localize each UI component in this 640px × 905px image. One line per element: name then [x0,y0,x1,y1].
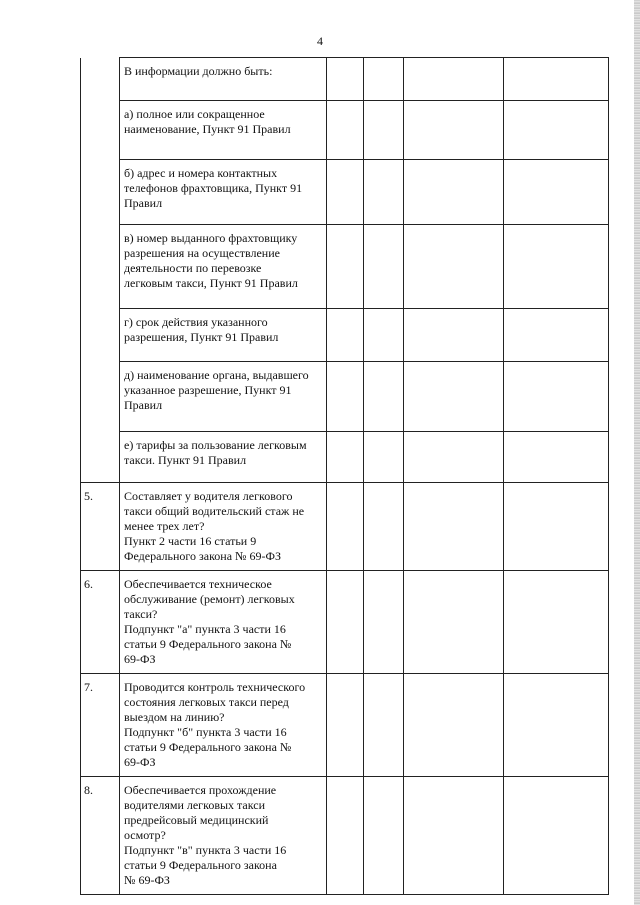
not-applicable-cell[interactable] [404,362,504,432]
question-text-line: б) адрес и номера контактных [124,166,278,180]
question-text-line: статьи 9 Федерального закона № [124,740,292,754]
question-text-line: Правил [124,398,163,412]
question-text-line: менее трех лет? [124,519,205,533]
comment-cell[interactable] [504,101,609,160]
answer-yes-cell[interactable] [327,483,364,571]
question-text-line: Правил [124,196,163,210]
question-text-line: д) наименование органа, выдавшего [124,368,309,382]
question-text-line: телефонов фрахтовщика, Пункт 91 [124,181,303,195]
comment-cell[interactable] [504,432,609,483]
question-text-line: осмотр? [124,828,166,842]
comment-cell[interactable] [504,160,609,225]
row-number: 5. [81,483,120,571]
question-text-line: Обеспечивается прохождение [124,783,277,797]
question-text-line: состояния легковых такси перед [124,695,289,709]
question-text-line: указанное разрешение, Пункт 91 [124,383,292,397]
answer-yes-cell[interactable] [327,777,364,895]
question-cell [120,432,327,483]
question-text-line: такси? [124,607,158,621]
question-text-line: деятельности по перевозке [124,261,262,275]
question-cell [120,101,327,160]
row-number [81,225,120,309]
question-cell [120,483,327,571]
answer-yes-cell[interactable] [327,432,364,483]
question-cell [120,674,327,777]
question-text-line: а) полное или сокращенное [124,107,265,121]
row-number: 7. [81,674,120,777]
comment-cell[interactable] [504,674,609,777]
answer-yes-cell[interactable] [327,58,364,101]
table-row [81,483,609,571]
table-row [81,101,609,160]
row-number [81,101,120,160]
question-text-line: Подпункт "б" пункта 3 части 16 [124,725,287,739]
question-cell [120,777,327,895]
comment-cell[interactable] [504,362,609,432]
not-applicable-cell[interactable] [404,160,504,225]
not-applicable-cell[interactable] [404,674,504,777]
row-number [81,58,120,101]
question-cell [120,571,327,674]
question-text-line: в) номер выданного фрахтовщику [124,231,298,245]
table-row [81,309,609,362]
answer-no-cell[interactable] [364,362,404,432]
comment-cell[interactable] [504,483,609,571]
question-text-line: статьи 9 Федерального закона № [124,637,292,651]
comment-cell[interactable] [504,571,609,674]
answer-yes-cell[interactable] [327,309,364,362]
question-text-line: Подпункт "в" пункта 3 части 16 [124,843,287,857]
answer-no-cell[interactable] [364,571,404,674]
not-applicable-cell[interactable] [404,432,504,483]
question-text-line: 69-ФЗ [124,652,156,666]
comment-cell[interactable] [504,309,609,362]
answer-yes-cell[interactable] [327,362,364,432]
answer-no-cell[interactable] [364,309,404,362]
answer-yes-cell[interactable] [327,571,364,674]
answer-yes-cell[interactable] [327,160,364,225]
comment-cell[interactable] [504,225,609,309]
question-text-line: В информации должно быть: [124,64,273,78]
question-text-line: Подпункт "а" пункта 3 части 16 [124,622,286,636]
row-number: 8. [81,777,120,895]
table-row [81,225,609,309]
not-applicable-cell[interactable] [404,777,504,895]
not-applicable-cell[interactable] [404,309,504,362]
question-cell [120,160,327,225]
question-cell [120,225,327,309]
question-text-line: обслуживание (ремонт) легковых [124,592,295,606]
page-number: 4 [317,34,323,48]
row-number [81,362,120,432]
question-cell [120,58,327,101]
question-text-line: выездом на линию? [124,710,225,724]
answer-no-cell[interactable] [364,483,404,571]
question-cell [120,309,327,362]
question-text-line: статьи 9 Федерального закона [124,858,277,872]
not-applicable-cell[interactable] [404,58,504,101]
answer-yes-cell[interactable] [327,225,364,309]
answer-no-cell[interactable] [364,674,404,777]
question-text-line: Федерального закона № 69-ФЗ [124,549,281,563]
table-row [81,777,609,895]
table-row [81,362,609,432]
scan-edge [634,0,640,905]
question-text-line: водителями легковых такси [124,798,266,812]
question-text-line: такси общий водительский стаж не [124,504,305,518]
answer-no-cell[interactable] [364,777,404,895]
row-number [81,160,120,225]
not-applicable-cell[interactable] [404,483,504,571]
question-text-line: е) тарифы за пользование легковым [124,438,307,452]
not-applicable-cell[interactable] [404,571,504,674]
table-row [81,160,609,225]
table-row [81,674,609,777]
answer-no-cell[interactable] [364,225,404,309]
question-text-line: наименование, Пункт 91 Правил [124,122,291,136]
question-text-line: 69-ФЗ [124,755,156,769]
question-text-line: разрешения на осуществление [124,246,280,260]
answer-no-cell[interactable] [364,101,404,160]
checklist-table [80,57,609,895]
answer-no-cell[interactable] [364,58,404,101]
question-text-line: предрейсовый медицинский [124,813,269,827]
comment-cell[interactable] [504,58,609,101]
row-number: 6. [81,571,120,674]
answer-no-cell[interactable] [364,160,404,225]
question-text-line: Обеспечивается техническое [124,577,272,591]
question-text-line: Составляет у водителя легкового [124,489,293,503]
question-text-line: легковым такси, Пункт 91 Правил [124,276,298,290]
table-row [81,58,609,101]
table-row [81,571,609,674]
answer-no-cell[interactable] [364,432,404,483]
row-number [81,432,120,483]
question-text-line: г) срок действия указанного [124,315,268,329]
table-row [81,432,609,483]
question-text-line: № 69-ФЗ [124,873,170,887]
question-text-line: такси. Пункт 91 Правил [124,453,247,467]
comment-cell[interactable] [504,777,609,895]
question-cell [120,362,327,432]
question-text-line: Пункт 2 части 16 статьи 9 [124,534,257,548]
answer-yes-cell[interactable] [327,674,364,777]
question-text-line: разрешения, Пункт 91 Правил [124,330,279,344]
question-text-line: Проводится контроль технического [124,680,306,694]
not-applicable-cell[interactable] [404,101,504,160]
not-applicable-cell[interactable] [404,225,504,309]
answer-yes-cell[interactable] [327,101,364,160]
row-number [81,309,120,362]
